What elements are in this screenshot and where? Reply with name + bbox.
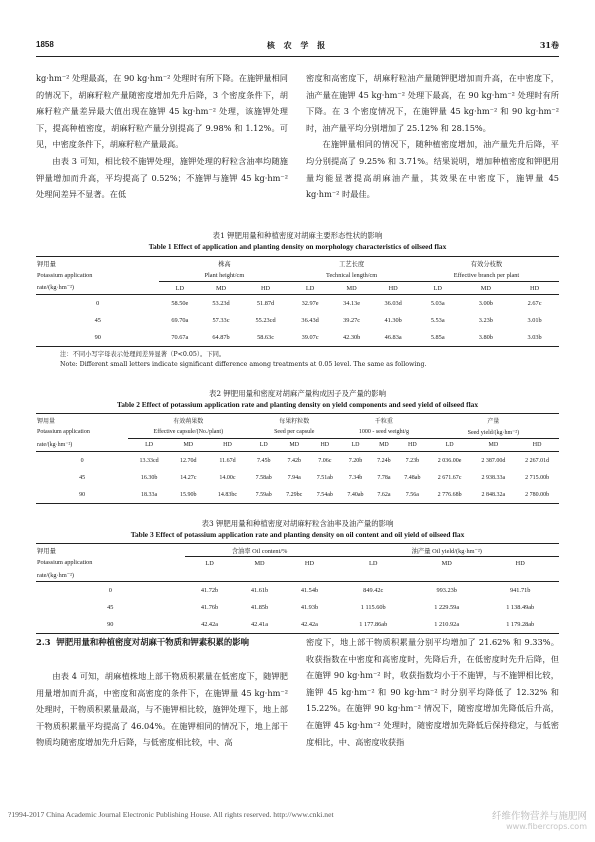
cell: 7.56a [397, 486, 428, 504]
cell: 849.42c [363, 587, 384, 594]
table-row [36, 312, 559, 329]
table-row [36, 582, 559, 600]
cell: 3.23b [478, 317, 493, 324]
sub-header: LD [428, 439, 472, 452]
cell: 39.27c [343, 317, 361, 324]
section-title: 钾肥用量和种植密度对胡麻干物质和钾素积累的影响 [56, 637, 250, 647]
cell: 34.13e [343, 300, 361, 307]
group-header-cn: 油产量 [411, 547, 431, 555]
table3-caption [36, 518, 559, 540]
table2-caption-cn: 表2 钾肥用量和密度对胡麻产量构成因子及产量的影响 [208, 389, 387, 398]
sub-header: MD [331, 282, 373, 295]
cell: 41.61b [250, 587, 269, 594]
sub-header: MD [254, 559, 265, 567]
cell: 7.40ab [340, 486, 371, 504]
sub-header: MD [471, 439, 515, 452]
cell: 2 036.00e [437, 457, 462, 464]
cell: 45 [107, 604, 114, 611]
table-row [36, 599, 559, 616]
cell: 16.30b [140, 474, 158, 481]
table2-caption-en: Table 2 Effect of potassium application rate and planting density on yield components and seed yield of oilseed flax [116, 400, 479, 409]
group-header-en: Effective branch per plant [414, 269, 559, 282]
cell: 41.72b [200, 587, 219, 594]
group-header-en: Effective capsule/(No./plant) [128, 426, 248, 439]
sub-header: LD [340, 439, 371, 452]
cell: 2 780.00b [515, 486, 559, 504]
cell: 90 [36, 486, 128, 504]
cell: 41.54b [300, 587, 319, 594]
sub-header: LD [248, 439, 279, 452]
rowhead-en: Potassium application [37, 429, 90, 436]
cell: 14.27c [180, 474, 197, 481]
group-header: 有效蒴果数 [128, 414, 248, 427]
right-column-bottom [306, 634, 559, 750]
cell: 51.87d [256, 300, 275, 307]
cell: 1 115.60b [360, 604, 386, 611]
group-header: 工艺长度 [289, 257, 414, 270]
sub-header: LD [369, 559, 378, 567]
cell: 42.41a [235, 616, 285, 634]
cell: 7.51ab [316, 474, 333, 481]
cell: 53.23d [212, 300, 230, 307]
cell: 70.67a [159, 329, 200, 347]
group-header-en: Technical length/cm [289, 269, 414, 282]
sub-header: MD [279, 439, 310, 452]
volume-number: 31卷 [539, 40, 559, 50]
cell: 41.93b [300, 604, 319, 611]
cell: 12.70d [180, 457, 197, 464]
cell: 941.71b [509, 587, 531, 594]
group-header-en: 1000 - seed weight/g [340, 426, 428, 439]
paragraph: 由表 3 可知，相比较不施钾处理，施钾处理的籽粒含油率均随施钾量增加而升高，平均提高了 0.52%；不施钾与施钾 45 kg·hm⁻² 处理间差异不显著。在低 [36, 155, 288, 200]
cell: 2 671.67c [437, 474, 462, 481]
cell: 2 938.33a [481, 474, 506, 481]
cell: 7.42b [287, 457, 301, 464]
cell: 1 177.86ab [334, 616, 412, 634]
cell: 39.07c [289, 329, 331, 347]
cell: 7.20b [348, 457, 363, 464]
cell: 7.29bc [279, 486, 310, 504]
cell: 2 776.68b [428, 486, 472, 504]
cell: 3.03b [510, 329, 559, 347]
cell: 7.58ab [255, 474, 272, 481]
cell: 1 210.92a [412, 616, 481, 634]
cell: 41.76b [200, 604, 219, 611]
cell: 90 [36, 616, 185, 634]
cell: 0 [96, 300, 100, 307]
table1 [36, 256, 559, 347]
cell: 993.23b [436, 587, 457, 594]
cell: 2 715.00b [525, 474, 550, 481]
sub-header: LD [414, 282, 462, 295]
group-header-en: Plant height/cm [159, 269, 289, 282]
group-header [185, 544, 335, 557]
rowhead-cn: 钾用量 [36, 544, 185, 557]
cell: 7.59ab [248, 486, 279, 504]
sub-header: HD [515, 559, 525, 567]
copyright-line: ?1994-2017 China Academic Journal Electronic Publishing House. All rights reserved. http://www.cnki.net [8, 810, 334, 819]
watermark: 纤维作物营养与施肥网 [491, 811, 587, 822]
sub-header: HD [304, 559, 315, 567]
sub-header: HD [515, 439, 559, 452]
cell: 36.03d [384, 300, 402, 307]
sub-header: MD [200, 282, 242, 295]
rowhead-en: Potassium application [37, 271, 93, 279]
cell: 58.63c [242, 329, 290, 347]
cell: 1 229.59a [434, 604, 460, 611]
rowhead-unit: rate/(kg·hm⁻²) [36, 282, 159, 295]
cell: 69.70a [171, 317, 189, 324]
sub-header: HD [310, 439, 341, 452]
cell: 11.67d [219, 457, 236, 464]
sub-header: MD [371, 439, 397, 452]
note-en: Note: Different small letters indicate significant difference among treatments at 0.05 level. The same as following. [60, 361, 427, 368]
cell: 15.90b [170, 486, 207, 504]
group-header: 每果籽粒数 [248, 414, 340, 427]
cell: 42.42a [185, 616, 235, 634]
rowhead-en: Potassium application [37, 559, 93, 567]
cell: 7.94a [287, 474, 301, 481]
table1-caption [36, 230, 559, 252]
cell: 1 138.49ab [506, 604, 535, 611]
sub-header: HD [372, 282, 414, 295]
cell: 7.62a [371, 486, 397, 504]
table1-note [60, 350, 427, 370]
paragraph: 密度和高密度下，胡麻籽粒油产量随钾肥增加而升高，在中密度下，油产量在施钾 45 kg·hm⁻² 处理下最高，在 90 kg·hm⁻² 处理时有所下降。在 3 个密度情况下，在施钾量 45 kg·hm⁻² 和 90 kg·hm⁻² 时，油产量平均分别增加了 25.12% 和 28.15%。 [306, 73, 559, 133]
table3-caption-cn: 表3 钾肥用量和种植密度对胡麻籽粒含油率及油产量的影响 [201, 519, 394, 528]
paragraph: kg·hm⁻² 处理最高，在 90 kg·hm⁻² 处理时有所下降。在施钾量相同的情况下，胡麻籽粒产量随密度增加先升后降，3 个密度条件下，胡麻籽粒产量差异最大值出现在施钾 45 kg·hm⁻² 处理，该施钾处理下，提高种植密度，胡麻籽粒产量分别提高了 9.98% 和 1.12%。可见，中密度条件下，胡麻籽粒产量最高。 [36, 73, 288, 150]
table2-caption [36, 388, 559, 410]
page-number: 1858 [36, 40, 54, 49]
table3 [36, 543, 559, 634]
paragraph: 密度下，地上部干物质积累量分别平均增加了 21.62% 和 9.33%。收获指数在中密度和高密度时，先降后升，在低密度时先升后降，但在施钾 90 kg·hm⁻² 时，收获指数均小于不施钾，与不施钾相比较，施钾 45 kg·hm⁻² 和 90 kg·hm⁻² 时分别平均降低了 12.32% 和 15.22%。在施钾 90 kg·hm⁻² 情况下，随密度增加先降低后升高，在施钾 45 kg·hm⁻² 处理时，随密度增加先降低后保持稳定，与低密度相比，中、高密度收获指 [306, 637, 559, 747]
sub-header: LD [128, 439, 170, 452]
sub-header: HD [207, 439, 249, 452]
cell: 7.48ab [404, 474, 421, 481]
table-row [36, 616, 559, 634]
table-row [36, 469, 559, 486]
cell: 46.83a [372, 329, 414, 347]
paragraph: 由表 4 可知，胡麻植株地上部干物质积累量在低密度下，随钾肥用量增加而升高，中密度和高密度的条件下，在施钾量 45 kg·hm⁻² 处理时，干物质积累量最高，与不施钾相比较，施钾处理下，地上部干物质积累量平均提高了 46.04%。在施钾相同的情况下，地上部干物质均随密度增加先升后降，与低密度相比较，中、高 [36, 671, 288, 748]
sub-header: HD [510, 282, 559, 295]
group-header: 产量 [428, 414, 559, 427]
cell: 36.43d [301, 317, 319, 324]
paragraph: 在施钾量相同的情况下，随种植密度增加，油产量先升后降，平均分别提高了 9.25% 和 3.71%。结果说明，增加种植密度和钾肥用量均能显著提高胡麻油产量，其效果在中密度下，施钾量 45 kg·hm⁻² 时最佳。 [306, 139, 559, 200]
cell: 7.23b [405, 457, 420, 464]
cell: 5.85a [414, 329, 462, 347]
sub-header: MD [170, 439, 207, 452]
cell: 0 [80, 457, 84, 464]
cell: 41.30b [384, 317, 402, 324]
group-header [334, 544, 559, 557]
watermark-url: www.fibercrops.com [506, 822, 587, 831]
sub-header: MD [462, 282, 511, 295]
cell: 7.54ab [310, 486, 341, 504]
cell: 2.67c [527, 300, 542, 307]
cell: 5.53a [430, 317, 445, 324]
cell: 7.78a [377, 474, 391, 481]
cell: 45 [94, 317, 101, 324]
cell: 18.33a [128, 486, 170, 504]
table-row [36, 452, 559, 470]
table-row [36, 486, 559, 504]
group-header-en: Oil content/% [252, 547, 288, 555]
cell: 7.34b [348, 474, 363, 481]
cell: 7.06c [318, 457, 332, 464]
rowhead-cn: 钾用量 [36, 414, 128, 427]
note-cn: 注：不同小写字母表示处理间差异显著（P<0.05）。下同。 [60, 351, 226, 358]
cell: 45 [79, 474, 86, 481]
cell: 14.83bc [207, 486, 249, 504]
section-number: 2.3 [36, 637, 51, 647]
cell: 3.80b [462, 329, 511, 347]
left-column-top [36, 70, 288, 203]
cell: 2 848.32a [471, 486, 515, 504]
cell: 90 [36, 329, 159, 347]
left-column-bottom [36, 668, 288, 751]
table-row [36, 295, 559, 313]
cell: 1 179.28ab [481, 616, 559, 634]
cell: 0 [108, 587, 112, 594]
sub-header: HD [397, 439, 428, 452]
cell: 58.50e [171, 300, 189, 307]
sub-header: LD [289, 282, 331, 295]
cell: 64.87b [200, 329, 242, 347]
header-rule [36, 56, 559, 57]
footer [8, 810, 587, 831]
cell: 2 267.01d [525, 457, 550, 464]
cell: 5.03a [430, 300, 445, 307]
rowhead-unit: rate/(kg·hm⁻²) [36, 569, 185, 582]
cell: 57.33c [212, 317, 230, 324]
group-header-cn: 含油率 [231, 547, 251, 555]
table2 [36, 413, 559, 504]
cell: 13.33cd [139, 457, 159, 464]
sub-header: MD [441, 559, 452, 567]
cell: 7.45b [256, 457, 271, 464]
rowhead-unit: rate/(kg·hm⁻²) [36, 439, 128, 452]
cell: 55.23cd [255, 317, 276, 324]
cell: 2 387.00d [481, 457, 506, 464]
group-header: 株高 [159, 257, 289, 270]
group-header: 千粒重 [340, 414, 428, 427]
sub-header: LD [205, 559, 214, 567]
section-heading [36, 634, 288, 650]
group-header-en: Seed per capsule [248, 426, 340, 439]
running-header [36, 40, 559, 54]
sub-header: HD [242, 282, 290, 295]
sub-header: LD [159, 282, 200, 295]
table1-caption-cn: 表1 钾肥用量和种植密度对胡麻主要形态性状的影响 [212, 231, 383, 240]
cell: 42.42a [285, 616, 335, 634]
table3-caption-en: Table 3 Effect of potassium application rate and planting density on oil content and oil yield of oilseed flax [130, 530, 465, 539]
cell: 42.30b [331, 329, 373, 347]
rowhead-cn: 钾用量 [36, 257, 159, 270]
group-header-en: Oil yield/(kg·hm⁻²) [432, 547, 482, 555]
cell: 3.00b [478, 300, 493, 307]
group-header-en: Seed yield/(kg·hm⁻²) [428, 426, 559, 439]
group-header: 有效分枝数 [414, 257, 559, 270]
cell: 14.00c [219, 474, 236, 481]
right-column-top [306, 70, 559, 203]
cell: 41.85b [250, 604, 269, 611]
cell: 32.97e [301, 300, 319, 307]
table-row [36, 329, 559, 347]
table1-caption-en: Table 1 Effect of application and planting density on morphology characteristics of oilseed flax [148, 242, 447, 251]
cell: 7.24b [377, 457, 391, 464]
cell: 3.01b [527, 317, 542, 324]
journal-title: 核 农 学 报 [266, 40, 329, 50]
